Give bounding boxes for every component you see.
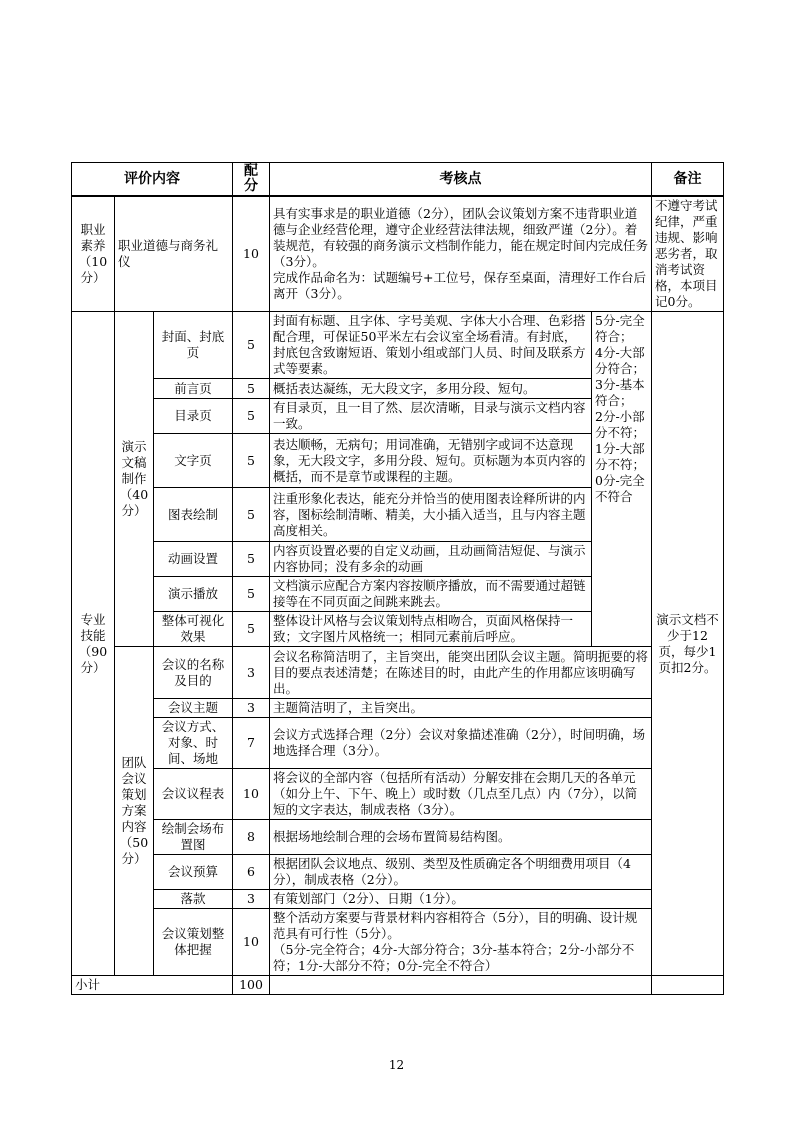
plan-item-name: 会议主题 bbox=[154, 699, 233, 718]
ethics-remark: 不遵守考试纪律，严重违规、影响恶劣者，取消考试资格，本项目记0分。 bbox=[652, 196, 724, 312]
plan-item-name: 会议预算 bbox=[154, 855, 233, 890]
plan-item-score: 6 bbox=[233, 855, 270, 890]
subtotal-score: 100 bbox=[233, 976, 270, 995]
plan-item-points: 主题简洁明了，主旨突出。 bbox=[270, 699, 652, 718]
plan-item-row bbox=[72, 718, 724, 769]
plan-item-row bbox=[72, 647, 724, 699]
plan-item-points: 将会议的全部内容（包括所有活动）分解安排在会期几天的各单元（如分上午、下午、晚上）或时数（几点至几点）内（7分），以简短的文字表达，制成表格（3分）。 bbox=[270, 769, 652, 820]
header-content: 评价内容 bbox=[72, 163, 233, 197]
plan-item-row bbox=[72, 909, 724, 976]
demo-item-name: 动画设置 bbox=[154, 542, 233, 577]
demo-item-points: 内容页设置必要的自定义动画，且动画简洁短促、与演示内容协同；没有多余的动画 bbox=[270, 542, 592, 577]
demo-item-name: 演示播放 bbox=[154, 577, 233, 612]
plan-item-score: 3 bbox=[233, 890, 270, 909]
skills-section: 专业 技能 （90 分） bbox=[72, 312, 115, 976]
header-remarks: 备注 bbox=[652, 163, 724, 197]
header-row bbox=[72, 163, 724, 197]
demo-item-points: 表达顺畅，无病句；用词准确，无错别字或词不达意现象，无大段文字，多用分段、短句。页标题为本页内容的概括，而不是章节或课程的主题。 bbox=[270, 434, 592, 488]
plan-item-points: 有策划部门（2分）、日期（1分）。 bbox=[270, 890, 652, 909]
demo-item-score: 5 bbox=[233, 488, 270, 542]
demo-item-points: 整体设计风格与会议策划特点相吻合，页面风格保持一致；文字图片风格统一；相同元素前后呼应。 bbox=[270, 612, 592, 647]
subtotal-row bbox=[72, 976, 724, 995]
ethics-section: 职业 素养 （10 分） bbox=[72, 196, 115, 312]
subtotal-label: 小计 bbox=[72, 976, 233, 995]
demo-item-score: 5 bbox=[233, 399, 270, 434]
ethics-item: 职业道德与商务礼仪 bbox=[115, 196, 233, 312]
page-number: 12 bbox=[388, 1058, 405, 1072]
plan-group-label: 团队 会议 策划 方案 内容 （50 分） bbox=[115, 647, 154, 976]
demo-item-name: 图表绘制 bbox=[154, 488, 233, 542]
plan-item-row bbox=[72, 699, 724, 718]
demo-item-name: 目录页 bbox=[154, 399, 233, 434]
plan-item-score: 10 bbox=[233, 769, 270, 820]
plan-item-name: 会议策划整体把握 bbox=[154, 909, 233, 976]
demo-item-row bbox=[72, 312, 724, 379]
plan-item-score: 8 bbox=[233, 820, 270, 855]
demo-item-score: 5 bbox=[233, 434, 270, 488]
plan-item-points: 根据团队会议地点、级别、类型及性质确定各个明细费用项目（4分），制成表格（2分）。 bbox=[270, 855, 652, 890]
demo-item-points: 有目录页，且一目了然、层次清晰，目录与演示文档内容一致。 bbox=[270, 399, 592, 434]
plan-item-row bbox=[72, 855, 724, 890]
subtotal-empty-points bbox=[270, 976, 652, 995]
demo-item-name: 文字页 bbox=[154, 434, 233, 488]
skills-remark: 演示文档不少于12页，每少1页扣2分。 bbox=[652, 312, 724, 976]
plan-item-name: 会议方式、对象、时间、场地 bbox=[154, 718, 233, 769]
plan-item-row bbox=[72, 890, 724, 909]
plan-item-score: 10 bbox=[233, 909, 270, 976]
grading-scale: 5分-完全符合； 4分-大部分符合； 3分-基本符合； 2分-小部分不符； 1分-大部分不符； 0分-完全不符合 bbox=[592, 312, 652, 647]
header-points: 考核点 bbox=[270, 163, 652, 197]
plan-item-name: 落款 bbox=[154, 890, 233, 909]
plan-item-points: 根据场地绘制合理的会场布置简易结构图。 bbox=[270, 820, 652, 855]
demo-item-score: 5 bbox=[233, 379, 270, 399]
evaluation-table bbox=[71, 162, 724, 995]
demo-item-score: 5 bbox=[233, 312, 270, 379]
ethics-row bbox=[72, 196, 724, 312]
subtotal-empty-remark bbox=[652, 976, 724, 995]
plan-item-score: 7 bbox=[233, 718, 270, 769]
demo-item-points: 概括表达凝练，无大段文字，多用分段、短句。 bbox=[270, 379, 592, 399]
plan-item-row bbox=[72, 820, 724, 855]
plan-item-row bbox=[72, 769, 724, 820]
demo-item-points: 文档演示应配合方案内容按顺序播放，而不需要通过超链接等在不同页面之间跳来跳去。 bbox=[270, 577, 592, 612]
demo-item-name: 前言页 bbox=[154, 379, 233, 399]
header-score: 配 分 bbox=[233, 163, 270, 197]
demo-item-score: 5 bbox=[233, 577, 270, 612]
plan-item-name: 会议议程表 bbox=[154, 769, 233, 820]
demo-item-name: 整体可视化效果 bbox=[154, 612, 233, 647]
plan-item-points: 会议方式选择合理（2分）会议对象描述准确（2分），时间明确，场地选择合理（3分）。 bbox=[270, 718, 652, 769]
demo-group-label: 演示 文稿 制作 （40 分） bbox=[115, 312, 154, 647]
demo-item-score: 5 bbox=[233, 612, 270, 647]
plan-item-name: 会议的名称及目的 bbox=[154, 647, 233, 699]
demo-item-points: 注重形象化表达，能充分并恰当的使用图表诠释所讲的内容，图标绘制清晰、精美，大小插入适当，且与内容主题高度相关。 bbox=[270, 488, 592, 542]
plan-item-points: 会议名称简洁明了，主旨突出，能突出团队会议主题。简明扼要的将目的要点表述清楚；在陈述目的时，由此产生的作用都应该明确写出。 bbox=[270, 647, 652, 699]
demo-item-name: 封面、封底页 bbox=[154, 312, 233, 379]
ethics-points: 具有实事求是的职业道德（2分），团队会议策划方案不违背职业道德与企业经营伦理，遵守企业经营法律法规，细致严谨（2分）。着装规范，有较强的商务演示文档制作能力，能在规定时间内完成任务（3分）。 完成作品命名为：试题编号+工位号，保存至桌面，清理好工作台后离开（3分）。 bbox=[270, 196, 652, 312]
ethics-score: 10 bbox=[233, 196, 270, 312]
plan-item-points: 整个活动方案要与背景材料内容相符合（5分），目的明确、设计规范具有可行性（5分）。 （5分-完全符合；4分-大部分符合；3分-基本符合；2分-小部分不符；1分-大部分不符；0分-完全不符合） bbox=[270, 909, 652, 976]
plan-item-score: 3 bbox=[233, 647, 270, 699]
plan-item-name: 绘制会场布置图 bbox=[154, 820, 233, 855]
demo-item-score: 5 bbox=[233, 542, 270, 577]
plan-item-score: 3 bbox=[233, 699, 270, 718]
demo-item-points: 封面有标题、且字体、字号美观、字体大小合理、色彩搭配合理，可保证50平米左右会议室全场看清。有封底，封底包含致谢短语、策划小组或部门人员、时间及联系方式等要素。 bbox=[270, 312, 592, 379]
